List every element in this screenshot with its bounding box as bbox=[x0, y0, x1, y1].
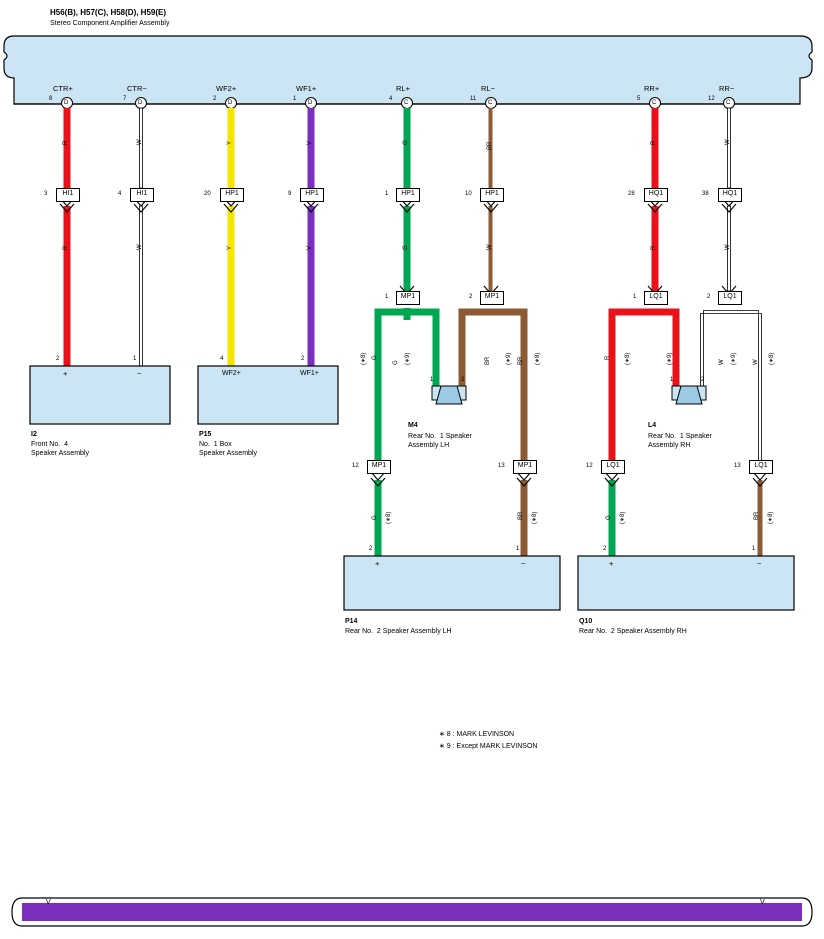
junction-row3-pin-2: 13 bbox=[498, 463, 505, 469]
q10-minus-mark: − bbox=[757, 559, 762, 568]
page-title-line2: Stereo Component Amplifier Assembly bbox=[50, 20, 170, 27]
junction-hq1-28[interactable]: HQ1 bbox=[644, 188, 668, 202]
speaker-desc-m4-2: Assembly LH bbox=[408, 442, 450, 449]
mark8-r: (∗8) bbox=[625, 352, 631, 365]
wire-code-w-4: W bbox=[487, 244, 493, 250]
wire-code-r-2: R bbox=[651, 140, 657, 145]
component-code-i2: I2 bbox=[31, 431, 37, 438]
p14-pin-minus: 1 bbox=[516, 546, 520, 552]
signal-label-rl-plus: RL+ bbox=[396, 84, 410, 93]
junction-hi1-3[interactable]: HI1 bbox=[56, 188, 80, 202]
component-desc-p14-1: Rear No. 2 Speaker Assembly LH bbox=[345, 628, 452, 635]
junction-lq1-12[interactable]: LQ1 bbox=[601, 460, 625, 474]
junction-mp1-12[interactable]: MP1 bbox=[367, 460, 391, 474]
pin-number-2: 7 bbox=[123, 96, 127, 102]
pin-number-5: 4 bbox=[389, 96, 393, 102]
wire-code-g-5: G bbox=[372, 515, 378, 520]
signal-label-ctr-plus: CTR+ bbox=[53, 84, 73, 93]
wire-code-v-1: V bbox=[307, 140, 313, 145]
wire-code-g-1: G bbox=[403, 140, 409, 145]
note-line-2: ∗ 9 : Except MARK LEVINSON bbox=[439, 743, 538, 750]
junction-pin-38: 38 bbox=[702, 191, 709, 197]
junction-row2-pin-3: 1 bbox=[633, 294, 637, 300]
speaker-m4-symbol bbox=[432, 386, 466, 404]
junction-pin-20: 20 bbox=[204, 191, 211, 197]
mark9-r: (∗9) bbox=[667, 352, 673, 365]
connector-letter-3: D bbox=[228, 100, 233, 106]
pin-number-6: 11 bbox=[470, 96, 477, 102]
mark8-g-2: (∗8) bbox=[386, 511, 392, 524]
signal-label-wf1-plus: WF1+ bbox=[296, 84, 317, 93]
i2-plus-mark: + bbox=[63, 369, 68, 378]
i2-pin-minus: 1 bbox=[133, 356, 137, 362]
i2-minus-mark: − bbox=[137, 369, 142, 378]
mark8-br-3: (∗8) bbox=[768, 511, 774, 524]
component-desc-i2-2: Speaker Assembly bbox=[31, 450, 89, 457]
junction-pin-4: 4 bbox=[118, 191, 122, 197]
speaker-l4-symbol bbox=[672, 386, 706, 404]
m4-pin-left: 1 bbox=[430, 377, 434, 383]
wire-code-g-4: G bbox=[393, 360, 399, 365]
connector-letter-6: C bbox=[488, 100, 493, 106]
p14-minus-mark: − bbox=[521, 559, 526, 568]
component-desc-p15-2: Speaker Assembly bbox=[199, 450, 257, 457]
component-code-p15: P15 bbox=[199, 431, 212, 438]
junction-mp1-1[interactable]: MP1 bbox=[396, 291, 420, 305]
wire-code-w-1: W bbox=[137, 139, 143, 145]
signal-label-rr-minus: RR− bbox=[719, 84, 735, 93]
component-desc-i2-1: Front No. 4 bbox=[31, 441, 68, 448]
mark9-w: (∗9) bbox=[731, 352, 737, 365]
mark8-br-2: (∗8) bbox=[532, 511, 538, 524]
signal-label-wf2-plus: WF2+ bbox=[216, 84, 237, 93]
wire-code-r-1: R bbox=[63, 140, 69, 145]
m4-pin-right: 2 bbox=[461, 377, 465, 383]
bottom-bus-right-label: V bbox=[760, 899, 765, 906]
junction-pin-3: 3 bbox=[44, 191, 48, 197]
junction-hi1-4[interactable]: HI1 bbox=[130, 188, 154, 202]
l4-pin-right: 2 bbox=[701, 377, 705, 383]
wire-code-w-5: W bbox=[725, 244, 731, 250]
speaker-code-l4: L4 bbox=[648, 422, 657, 429]
mark8-w: (∗8) bbox=[769, 352, 775, 365]
mark8-g: (∗8) bbox=[361, 352, 367, 365]
junction-hp1-10[interactable]: HP1 bbox=[480, 188, 504, 202]
wire-code-r-5: R bbox=[605, 355, 611, 360]
connector-letter-4: D bbox=[308, 100, 313, 106]
junction-pin-1: 1 bbox=[385, 191, 389, 197]
wire-code-br-2: BR bbox=[518, 356, 524, 365]
connector-letter-5: C bbox=[404, 100, 409, 106]
p14-pin-plus: 2 bbox=[369, 546, 373, 552]
l4-pin-left: 1 bbox=[670, 377, 674, 383]
wire-code-br-1: BR bbox=[487, 141, 493, 150]
junction-mp1-2[interactable]: MP1 bbox=[480, 291, 504, 305]
p14-plus-mark: + bbox=[375, 559, 380, 568]
note-line-1: ∗ 8 : MARK LEVINSON bbox=[439, 731, 515, 738]
q10-pin-plus: 2 bbox=[603, 546, 607, 552]
component-box-i2 bbox=[30, 366, 170, 424]
wire-code-g-6: G bbox=[606, 515, 612, 520]
pin-number-3: 2 bbox=[213, 96, 217, 102]
q10-plus-mark: + bbox=[609, 559, 614, 568]
speaker-desc-l4-2: Assembly RH bbox=[648, 442, 691, 449]
wire-code-g-2: G bbox=[403, 245, 409, 250]
p15-minus-mark: WF1+ bbox=[300, 370, 319, 377]
pin-number-7: 5 bbox=[637, 96, 641, 102]
connector-letter-8: C bbox=[726, 100, 731, 106]
i2-pin-plus: 2 bbox=[56, 356, 60, 362]
junction-hp1-20[interactable]: HP1 bbox=[220, 188, 244, 202]
component-desc-q10-1: Rear No. 2 Speaker Assembly RH bbox=[579, 628, 687, 635]
pin-number-8: 12 bbox=[708, 96, 715, 102]
speaker-desc-l4-1: Rear No. 1 Speaker bbox=[648, 433, 712, 440]
wire-code-br-5: BR bbox=[754, 511, 760, 520]
junction-lq1-2[interactable]: LQ1 bbox=[718, 291, 742, 305]
wire-code-r-3: R bbox=[63, 245, 69, 250]
junction-row3-pin-3: 12 bbox=[586, 463, 593, 469]
junction-pin-28: 28 bbox=[628, 191, 635, 197]
component-desc-p15-1: No. 1 Box bbox=[199, 441, 232, 448]
junction-row2-pin-4: 2 bbox=[707, 294, 711, 300]
signal-label-rr-plus: RR+ bbox=[644, 84, 660, 93]
junction-mp1-13[interactable]: MP1 bbox=[513, 460, 537, 474]
p15-plus-mark: WF2+ bbox=[222, 370, 241, 377]
speaker-code-m4: M4 bbox=[408, 422, 418, 429]
connector-letter-1: D bbox=[64, 100, 69, 106]
wire-code-r-4: R bbox=[651, 245, 657, 250]
wire-code-g-3: G bbox=[372, 355, 378, 360]
speaker-desc-m4-1: Rear No. 1 Speaker bbox=[408, 433, 472, 440]
component-code-q10: Q10 bbox=[579, 618, 593, 625]
junction-row3-pin-4: 13 bbox=[734, 463, 741, 469]
mark9-br: (∗9) bbox=[506, 352, 512, 365]
junction-hp1-9[interactable]: HP1 bbox=[300, 188, 324, 202]
amplifier-connector-bus bbox=[4, 36, 812, 104]
p15-pin-minus: 2 bbox=[301, 356, 305, 362]
pin-number-4: 1 bbox=[293, 96, 297, 102]
page-title-line1: H56(B), H57(C), H58(D), H59(E) bbox=[50, 8, 167, 17]
junction-lq1-13[interactable]: LQ1 bbox=[749, 460, 773, 474]
signal-label-rl-minus: RL− bbox=[481, 84, 495, 93]
bottom-bus-left-label: V bbox=[46, 899, 51, 906]
mark8-g-3: (∗8) bbox=[620, 511, 626, 524]
connector-letter-7: C bbox=[652, 100, 657, 106]
wire-code-w-6: W bbox=[719, 359, 725, 365]
junction-row2-pin-2: 2 bbox=[469, 294, 473, 300]
junction-row2-pin-1: 1 bbox=[385, 294, 389, 300]
wire-code-y-1: Y bbox=[227, 140, 233, 145]
p15-pin-plus: 4 bbox=[220, 356, 224, 362]
junction-hq1-38[interactable]: HQ1 bbox=[718, 188, 742, 202]
wire-code-br-3: BR bbox=[485, 356, 491, 365]
wire-code-y-2: Y bbox=[227, 245, 233, 250]
wire-code-br-4: BR bbox=[518, 511, 524, 520]
wire-code-v-2: V bbox=[307, 245, 313, 250]
mark9-g: (∗9) bbox=[405, 352, 411, 365]
wire-code-w-7: W bbox=[753, 359, 759, 365]
junction-lq1-1[interactable]: LQ1 bbox=[644, 291, 668, 305]
wire-code-w-2: W bbox=[725, 139, 731, 145]
pin-number-1: 8 bbox=[49, 96, 53, 102]
junction-row3-pin-1: 12 bbox=[352, 463, 359, 469]
q10-pin-minus: 1 bbox=[752, 546, 756, 552]
signal-label-ctr-minus: CTR− bbox=[127, 84, 147, 93]
junction-hp1-1[interactable]: HP1 bbox=[396, 188, 420, 202]
junction-pin-10: 10 bbox=[465, 191, 472, 197]
mark8-br: (∗8) bbox=[535, 352, 541, 365]
connector-letter-2: D bbox=[138, 100, 143, 106]
junction-pin-9: 9 bbox=[288, 191, 292, 197]
bottom-bus-wire bbox=[22, 903, 802, 921]
wire-code-w-3: W bbox=[137, 244, 143, 250]
component-code-p14: P14 bbox=[345, 618, 358, 625]
